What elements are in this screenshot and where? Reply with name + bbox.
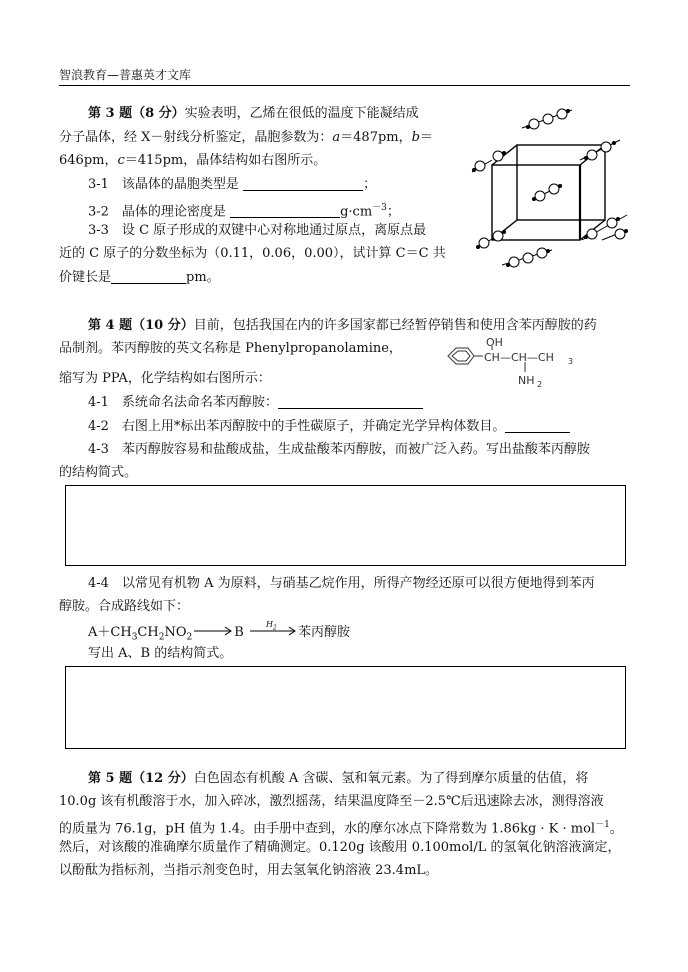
reaction-text: 3 bbox=[131, 632, 138, 643]
q3-text: －3 bbox=[372, 203, 387, 213]
q4-text: 4-1 系统命名法命名苯丙醇胺： bbox=[88, 395, 278, 410]
nh-label: NH bbox=[518, 374, 535, 387]
q4-line2: 品制剂。苯丙醇胺的英文名称是 Phenylpropanolamine， bbox=[59, 341, 402, 356]
q3-text: 价键长是 bbox=[59, 270, 112, 285]
q3-text: 3-2 晶体的理论密度是 bbox=[88, 204, 226, 220]
ppa-structure-figure bbox=[440, 338, 580, 394]
q3-text: g·cm bbox=[340, 204, 373, 220]
q3-sub3-cont: 近的 C 原子的分数坐标为（0.11，0.06，0.00），试计算 C＝C 共 bbox=[59, 246, 446, 261]
q4-line1 bbox=[88, 317, 597, 335]
crystal-structure-figure bbox=[462, 100, 638, 280]
q5-line1 bbox=[88, 770, 588, 788]
chain-label: CH—CH—CH bbox=[484, 351, 554, 364]
q5-text: 白色固态有机酸 A 含碳、氢和氧元素。为了得到摩尔质量的估值，将 bbox=[193, 771, 589, 786]
answer-blank[interactable] bbox=[230, 203, 340, 218]
q4-text: 4-2 右图上用*标出苯丙醇胺中的手性碳原子，并确定光学异构体数目。 bbox=[88, 419, 506, 434]
reaction-scheme bbox=[88, 622, 350, 647]
q3-text: ＝ bbox=[419, 130, 433, 145]
q3-text: 分子晶体，经 X－射线分析鉴定，晶胞参数为： bbox=[59, 130, 333, 145]
reaction-text: 2 bbox=[158, 632, 165, 643]
q3-sub3-end bbox=[59, 269, 220, 287]
page-header: 智浪教育—普惠英才文库 bbox=[59, 65, 630, 86]
q4-sub4-cont: 醇胺。合成路线如下： bbox=[59, 599, 190, 614]
q5-text: －1 bbox=[595, 820, 610, 830]
answer-blank[interactable] bbox=[243, 176, 363, 191]
subscript: 3 bbox=[568, 357, 574, 366]
q3-text: 实验表明，乙烯在很低的温度下能凝结成 bbox=[184, 106, 419, 121]
q4-text: 目前，包括我国在内的许多国家都已经暂停销售和使用含苯丙醇胺的药 bbox=[193, 318, 597, 333]
oh-label: OH bbox=[486, 338, 503, 349]
q4-sub2 bbox=[88, 418, 570, 436]
q3-text: ； bbox=[363, 177, 377, 192]
q4-sub1 bbox=[88, 394, 423, 412]
q5-line2: 10.0g 该有机酸溶于水，加入碎冰，激烈摇荡，结果温度降至－2.5℃后迅速除去冰，测得溶液 bbox=[59, 794, 604, 809]
q3-text: pm。 bbox=[186, 270, 220, 285]
q4-sub4: 4-4 以常见有机物 A 为原料，与硝基乙烷作用，所得产物经还原可以很方便地得到苯丙 bbox=[88, 576, 595, 591]
q4-sub3-cont: 的结构简式。 bbox=[59, 465, 138, 480]
q4-sub3: 4-3 苯丙醇胺容易和盐酸成盐，生成盐酸苯丙醇胺，而被广泛入药。写出盐酸苯丙醇胺 bbox=[88, 442, 590, 457]
q3-text: 3-1 该晶体的晶胞类型是 bbox=[88, 177, 239, 192]
q3-sub2 bbox=[88, 199, 400, 221]
answer-blank[interactable] bbox=[278, 394, 423, 409]
q3-text: 646pm， bbox=[59, 153, 118, 168]
q3-text: ； bbox=[386, 204, 400, 220]
q3-sub1 bbox=[88, 176, 376, 194]
var-b: b bbox=[411, 130, 420, 145]
subscript: 2 bbox=[537, 380, 543, 389]
reaction-arrow bbox=[192, 624, 234, 636]
reaction-arrow-h2 bbox=[248, 622, 298, 636]
answer-blank[interactable] bbox=[505, 418, 570, 433]
q3-line3 bbox=[59, 152, 326, 170]
q5-line3 bbox=[59, 816, 623, 838]
reaction-text: 苯丙醇胺 bbox=[297, 625, 350, 640]
reaction-text: 2 bbox=[186, 632, 193, 643]
var-c: c bbox=[117, 153, 125, 168]
q5-text: 的质量为 76.1g，pH 值为 1.4。由手册中查到，水的摩尔冰点下降常数为 1.86kg · K · mol bbox=[59, 821, 596, 837]
q4-sub4-ask: 写出 A、B 的结构简式。 bbox=[88, 646, 233, 661]
reagent-label: H bbox=[265, 620, 273, 629]
q5-heading: 第 5 题（12 分） bbox=[88, 771, 194, 786]
answer-box-4-4[interactable] bbox=[65, 666, 626, 749]
q3-sub3: 3-3 设 C 原子形成的双键中心对称地通过原点，离原点最 bbox=[88, 223, 427, 238]
q3-line1 bbox=[88, 105, 419, 123]
q3-line2 bbox=[59, 129, 433, 147]
q4-line3: 缩写为 PPA，化学结构如右图所示： bbox=[59, 371, 271, 386]
q5-line4: 然后，对该酸的准确摩尔质量作了精确测定。0.120g 该酸用 0.100mol/L 的氢氧化钠溶液滴定， bbox=[59, 840, 621, 855]
answer-blank[interactable] bbox=[111, 269, 186, 284]
var-a: a bbox=[332, 130, 341, 145]
q5-text: 。 bbox=[609, 821, 623, 837]
reaction-text: A＋CH bbox=[88, 625, 132, 640]
q3-text: ＝415pm，晶体结构如右图所示。 bbox=[124, 153, 327, 168]
q4-heading: 第 4 题（10 分） bbox=[88, 318, 194, 333]
q3-heading: 第 3 题（8 分） bbox=[88, 106, 185, 121]
reagent-label: 2 bbox=[272, 624, 277, 632]
q5-line5: 以酚酞为指标剂，当指示剂变色时，用去氢氧化钠溶液 23.4mL。 bbox=[59, 863, 439, 878]
reaction-text: NO bbox=[164, 625, 187, 640]
reaction-text: B bbox=[234, 625, 244, 640]
q3-text: ＝487pm， bbox=[340, 130, 412, 145]
reaction-text: CH bbox=[137, 625, 159, 640]
answer-box-4-3[interactable] bbox=[65, 485, 626, 566]
